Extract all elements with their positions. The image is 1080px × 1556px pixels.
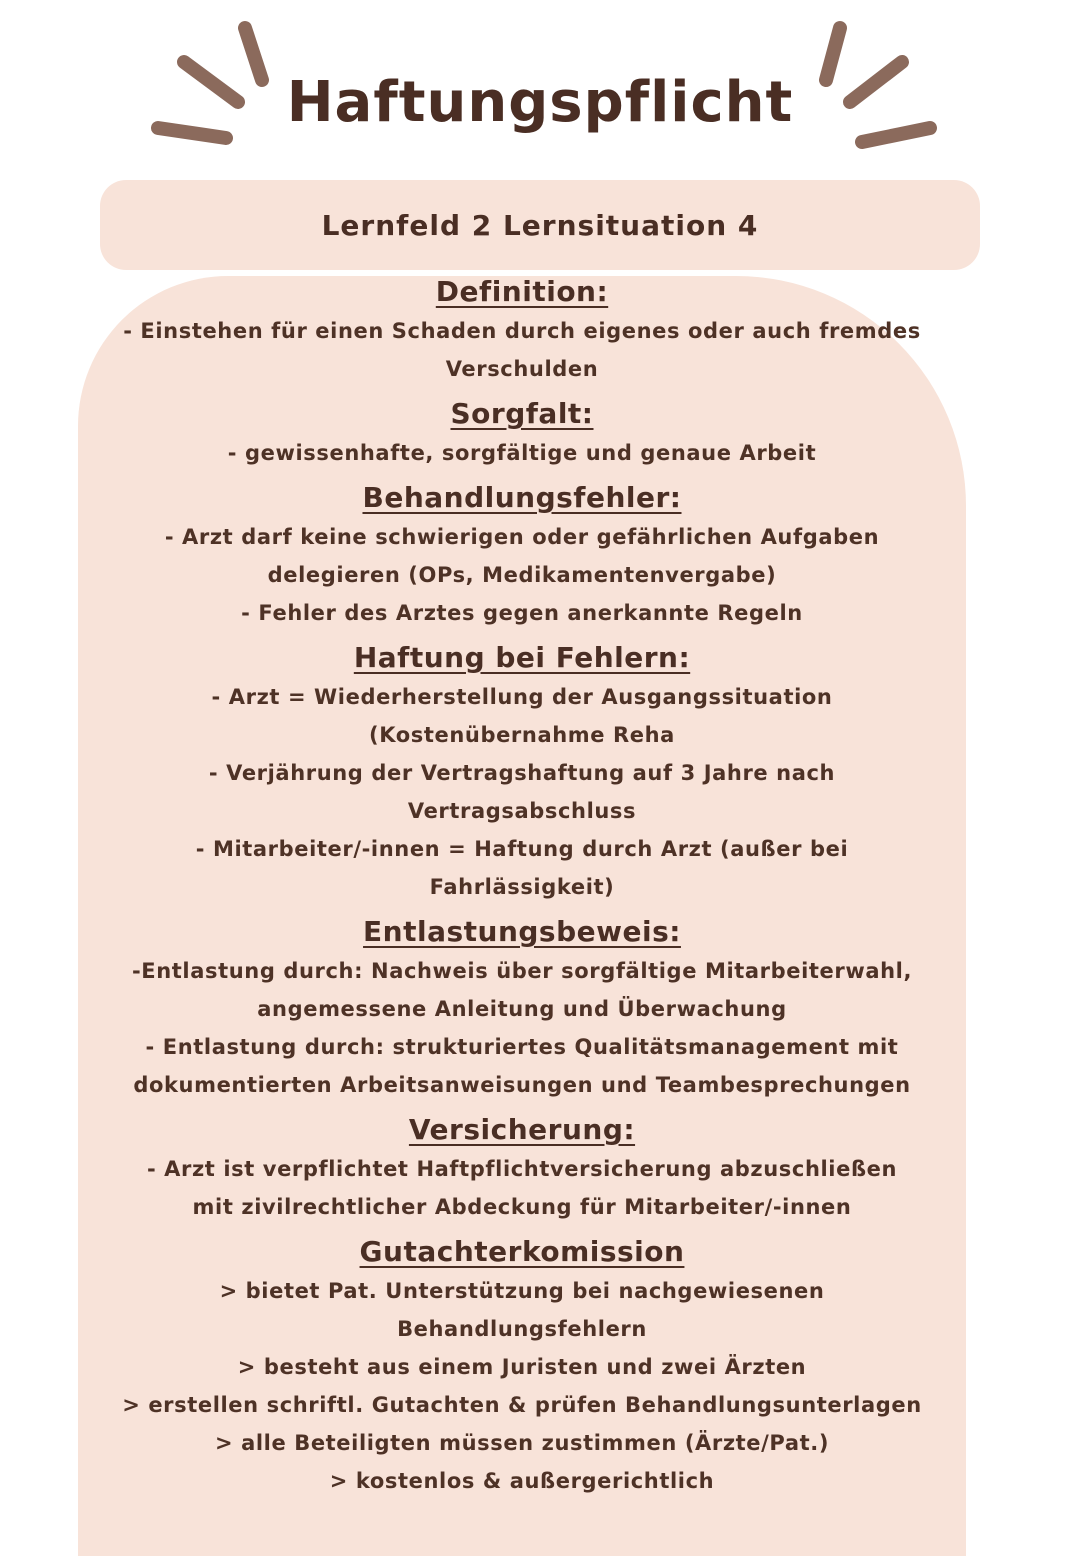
section-line: - Einstehen für einen Schaden durch eigenes oder auch fremdes	[123, 319, 921, 343]
content	[78, 272, 966, 1500]
section-heading: Behandlungsfehler:	[362, 481, 682, 514]
section-heading: Haftung bei Fehlern:	[353, 641, 691, 674]
section-heading: Definition:	[435, 275, 609, 308]
section-behandlungsfehler	[78, 478, 966, 632]
section-gutachterkomission	[78, 1232, 966, 1500]
section-line: - Mitarbeiter/-innen = Haftung durch Arzt (außer bei	[195, 837, 849, 861]
section-line: - Fehler des Arztes gegen anerkannte Regeln	[241, 601, 803, 625]
section-line: Fahrlässigkeit)	[429, 875, 615, 899]
section-sorgfalt	[78, 394, 966, 472]
section-line: Behandlungsfehlern	[397, 1317, 647, 1341]
section-line: - Arzt darf keine schwierigen oder gefährlichen Aufgaben	[164, 525, 880, 549]
subtitle: Lernfeld 2 Lernsituation 4	[321, 208, 759, 242]
section-line: - Verjährung der Vertragshaftung auf 3 Jahre nach	[208, 761, 836, 785]
section-line: -Entlastung durch: Nachweis über sorgfältige Mitarbeiterwahl,	[131, 959, 913, 983]
section-heading: Gutachterkomission	[359, 1235, 685, 1268]
section-line: - gewissenhafte, sorgfältige und genaue Arbeit	[227, 441, 817, 465]
section-line: > alle Beteiligten müssen zustimmen (Ärzte/Pat.)	[214, 1431, 830, 1455]
subtitle-banner	[100, 180, 980, 270]
section-line: Verschulden	[445, 357, 599, 381]
section-heading: Sorgfalt:	[450, 397, 594, 430]
section-heading: Entlastungsbeweis:	[363, 915, 681, 948]
page-title: Haftungspflicht	[286, 70, 794, 135]
section-line: Vertragsabschluss	[407, 799, 637, 823]
section-line: > kostenlos & außergerichtlich	[329, 1469, 715, 1493]
section-line: - Arzt ist verpflichtet Haftpflichtversicherung abzuschließen	[146, 1157, 898, 1181]
section-line: > erstellen schriftl. Gutachten & prüfen Behandlungsunterlagen	[122, 1393, 922, 1417]
section-line: dokumentierten Arbeitsanweisungen und Teambesprechungen	[133, 1073, 911, 1097]
section-entlastungsbeweis	[78, 912, 966, 1104]
section-line: (Kostenübernahme Reha	[369, 723, 675, 747]
section-heading: Versicherung:	[408, 1113, 636, 1146]
section-line: > bietet Pat. Unterstützung bei nachgewiesenen	[219, 1279, 825, 1303]
section-line: mit zivilrechtlicher Abdeckung für Mitarbeiter/-innen	[192, 1195, 852, 1219]
section-versicherung	[78, 1110, 966, 1226]
section-line: > besteht aus einem Juristen und zwei Ärzten	[237, 1355, 807, 1379]
section-haftung-bei-fehlern	[78, 638, 966, 906]
section-line: - Arzt = Wiederherstellung der Ausgangssituation	[211, 685, 833, 709]
section-line: angemessene Anleitung und Überwachung	[257, 997, 787, 1021]
section-line: - Entlastung durch: strukturiertes Qualitätsmanagement mit	[145, 1035, 899, 1059]
section-line: delegieren (OPs, Medikamentenvergabe)	[267, 563, 777, 587]
section-definition	[78, 272, 966, 388]
